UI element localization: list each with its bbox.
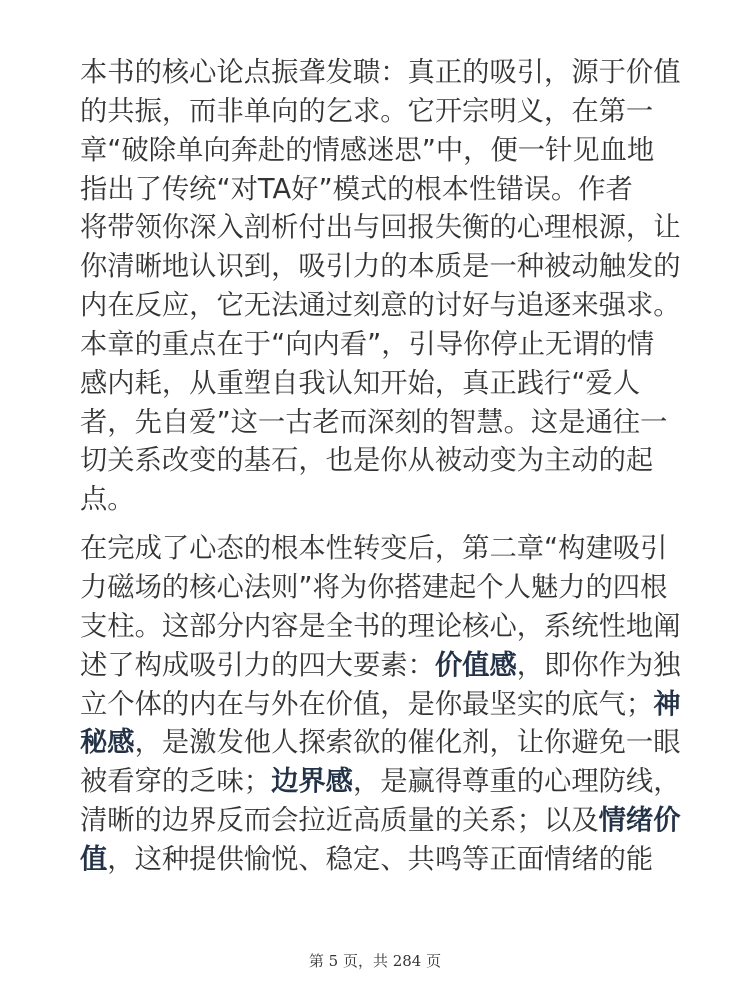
line-text: ，是赢得尊重的心理防线， bbox=[352, 766, 681, 798]
text-line: 切关系改变的基石，也是你从被动变为主动的起 bbox=[80, 445, 654, 477]
key-term-mystery-end: 秘感 bbox=[80, 727, 135, 759]
paragraph-2 bbox=[80, 530, 681, 880]
text-line: 者，先自爱”这一古老而深刻的智慧。这是通往一 bbox=[80, 406, 668, 438]
line-text: ，是激发他人探索欲的催化剂，让你避免一眼 bbox=[134, 727, 681, 759]
text-line: 本章的重点在于“向内看”，引导你停止无谓的情 bbox=[80, 328, 655, 360]
line-text: ，这种提供愉悦、稳定、共鸣等正面情绪的能 bbox=[107, 843, 654, 875]
text-line: 内在反应，它无法通过刻意的讨好与追逐来强求。 bbox=[80, 290, 681, 322]
key-term-mystery-start: 神 bbox=[653, 688, 681, 720]
text-line: 指出了传统“对TA好”模式的根本性错误。作者 bbox=[80, 173, 633, 205]
line-text: 被看穿的乏味； bbox=[80, 766, 272, 798]
text-line: 的共振，而非单向的乞求。它开宗明义，在第一 bbox=[80, 95, 654, 127]
text-line: 在完成了心态的根本性转变后，第二章“构建吸引 bbox=[80, 533, 668, 565]
text-line: 章“破除单向奔赴的情感迷思”中，便一针见血地 bbox=[80, 134, 655, 166]
text-line: 你清晰地认识到，吸引力的本质是一种被动触发的 bbox=[80, 251, 681, 283]
text-line: 点。 bbox=[80, 484, 135, 516]
text-line: 感内耗，从重塑自我认知开始，真正践行“爱人 bbox=[80, 367, 641, 399]
text-line: 本书的核心论点振聋发聩：真正的吸引，源于价值 bbox=[80, 57, 681, 88]
paragraph-1 bbox=[80, 54, 681, 520]
key-term-emotional-value-end: 值 bbox=[80, 843, 108, 875]
text-line bbox=[80, 763, 681, 802]
page-number-footer: 第 5 页，共 284 页 bbox=[308, 952, 442, 970]
line-text: 述了构成吸引力的四大要素： bbox=[80, 649, 435, 681]
text-line bbox=[80, 647, 681, 686]
line-text: 立个体的内在与外在价值，是你最坚实的底气； bbox=[80, 688, 654, 720]
text-line bbox=[80, 724, 681, 763]
text-line bbox=[80, 841, 670, 880]
line-text: ，即你作为独 bbox=[516, 649, 681, 681]
page-body bbox=[80, 54, 681, 880]
key-term-emotional-value-start: 情绪价 bbox=[598, 805, 681, 837]
text-line: 将带领你深入剖析付出与回报失衡的心理根源，让 bbox=[80, 212, 681, 244]
text-line bbox=[80, 802, 681, 841]
key-term-value: 价值感 bbox=[434, 649, 517, 681]
key-term-boundary: 边界感 bbox=[271, 766, 353, 798]
text-line: 力磁场的核心法则”将为你搭建起个人魅力的四根 bbox=[80, 571, 668, 603]
line-text: 清晰的边界反而会拉近高质量的关系；以及 bbox=[80, 805, 599, 837]
text-line: 支柱。这部分内容是全书的理论核心，系统性地阐 bbox=[80, 610, 681, 642]
text-line bbox=[80, 686, 681, 725]
